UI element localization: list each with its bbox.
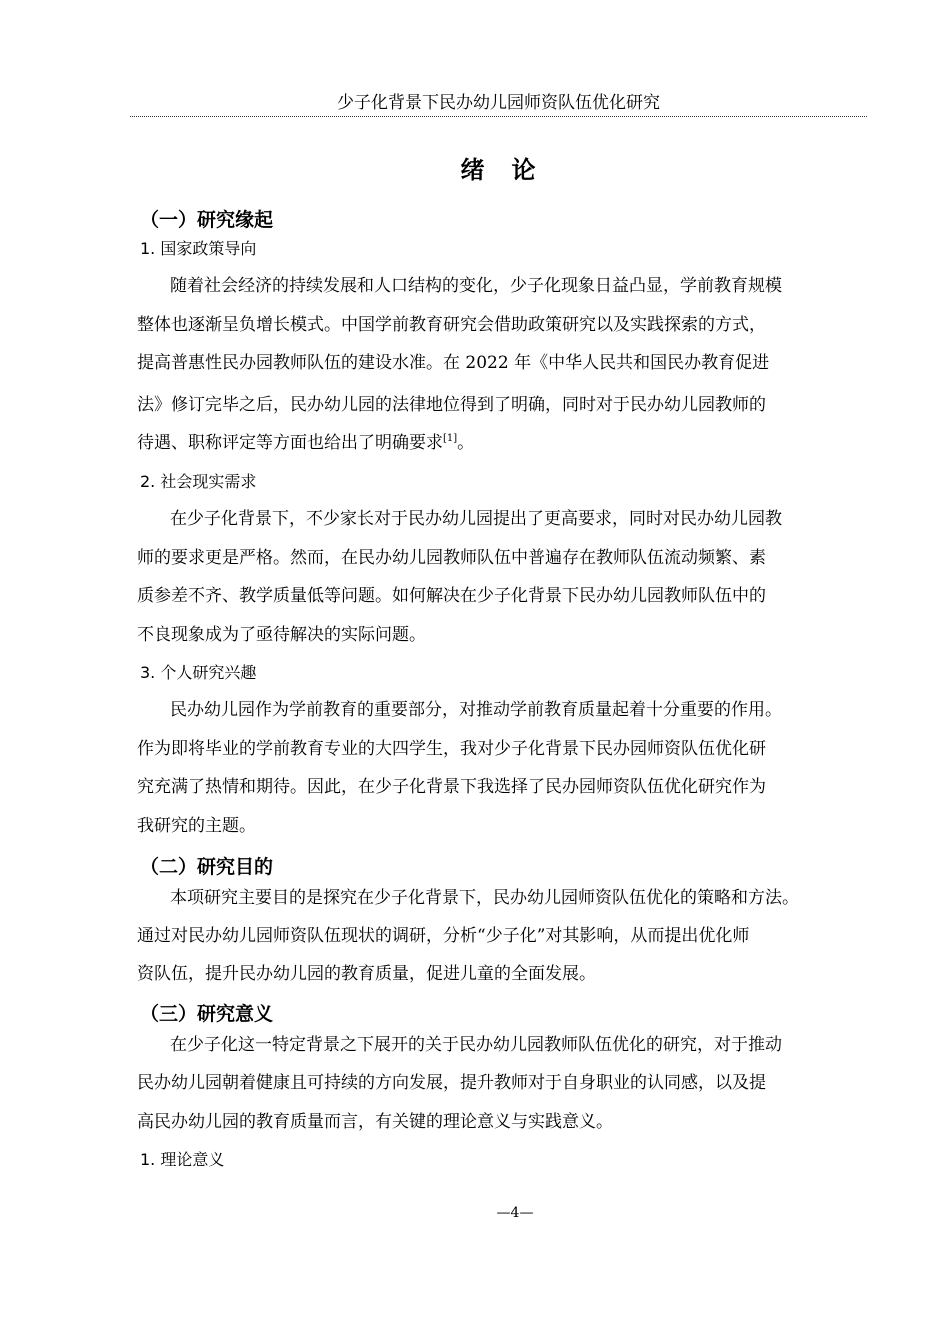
paragraph-line: 民办幼儿园作为学前教育的重要部分，对推动学前教育质量起着十分重要的作用。	[170, 700, 782, 720]
paragraph-text: 待遇、职称评定等方面也给出了明确要求	[137, 433, 443, 453]
paragraph-line: 在少子化这一特定背景之下展开的关于民办幼儿园教师队伍优化的研究，对于推动	[170, 1035, 782, 1055]
subheading-personal-interest: 3. 个人研究兴趣	[140, 663, 257, 682]
paragraph-line: 不良现象成为了亟待解决的实际问题。	[137, 625, 426, 645]
paragraph-line: 我研究的主题。	[137, 816, 256, 836]
paragraph-line: 究充满了热情和期待。因此，在少子化背景下我选择了民办园师资队伍优化研究作为	[137, 777, 766, 797]
paragraph-line: 随着社会经济的持续发展和人口结构的变化，少子化现象日益凸显，学前教育规模	[170, 276, 782, 296]
paragraph-line: 作为即将毕业的学前教育专业的大四学生，我对少子化背景下民办园师资队伍优化研	[137, 739, 766, 759]
chapter-title-part1: 绪	[460, 156, 486, 184]
section-heading-research-purpose: （二）研究目的	[140, 856, 274, 878]
paragraph-line-with-citation	[137, 432, 474, 454]
paragraph-line: 质参差不齐、教学质量低等问题。如何解决在少子化背景下民办幼儿园教师队伍中的	[137, 586, 766, 606]
section-heading-research-significance: （三）研究意义	[140, 1003, 274, 1025]
paragraph-line: 通过对民办幼儿园师资队伍现状的调研，分析“少子化”对其影响，从而提出优化师	[137, 926, 750, 946]
paragraph-line: 师的要求更是严格。然而，在民办幼儿园教师队伍中普遍存在教师队伍流动频繁、素	[137, 548, 766, 568]
subheading-theoretical-significance: 1. 理论意义	[140, 1150, 225, 1169]
paragraph-line: 民办幼儿园朝着健康且可持续的方向发展，提升教师对于自身职业的认同感，以及提	[137, 1073, 766, 1093]
chapter-title	[0, 150, 950, 185]
paragraph-text-tail: 。	[457, 433, 475, 453]
chapter-title-part2: 论	[511, 156, 537, 184]
citation-marker: [1]	[443, 433, 458, 444]
section-heading-research-origin: （一）研究缘起	[140, 209, 274, 231]
paragraph-line: 整体也逐渐呈负增长模式。中国学前教育研究会借助政策研究以及实践探索的方式，	[137, 315, 766, 335]
paragraph-line: 提高普惠性民办园教师队伍的建设水准。在 2022 年《中华人民共和国民办教育促进	[137, 353, 770, 373]
paragraph-line: 高民办幼儿园的教育质量而言，有关键的理论意义与实践意义。	[137, 1112, 613, 1132]
running-header: 少子化背景下民办幼儿园师资队伍优化研究	[130, 92, 867, 117]
page-number: —4—	[496, 1205, 534, 1221]
paragraph-line: 资队伍，提升民办幼儿园的教育质量，促进儿童的全面发展。	[137, 964, 596, 984]
subheading-policy-guidance: 1. 国家政策导向	[140, 239, 257, 258]
paragraph-line: 法》修订完毕之后，民办幼儿园的法律地位得到了明确，同时对于民办幼儿园教师的	[137, 395, 766, 415]
subheading-social-needs: 2. 社会现实需求	[140, 472, 257, 491]
paragraph-line: 在少子化背景下，不少家长对于民办幼儿园提出了更高要求，同时对民办幼儿园教	[170, 509, 782, 529]
paragraph-line: 本项研究主要目的是探究在少子化背景下，民办幼儿园师资队伍优化的策略和方法。	[170, 888, 799, 908]
